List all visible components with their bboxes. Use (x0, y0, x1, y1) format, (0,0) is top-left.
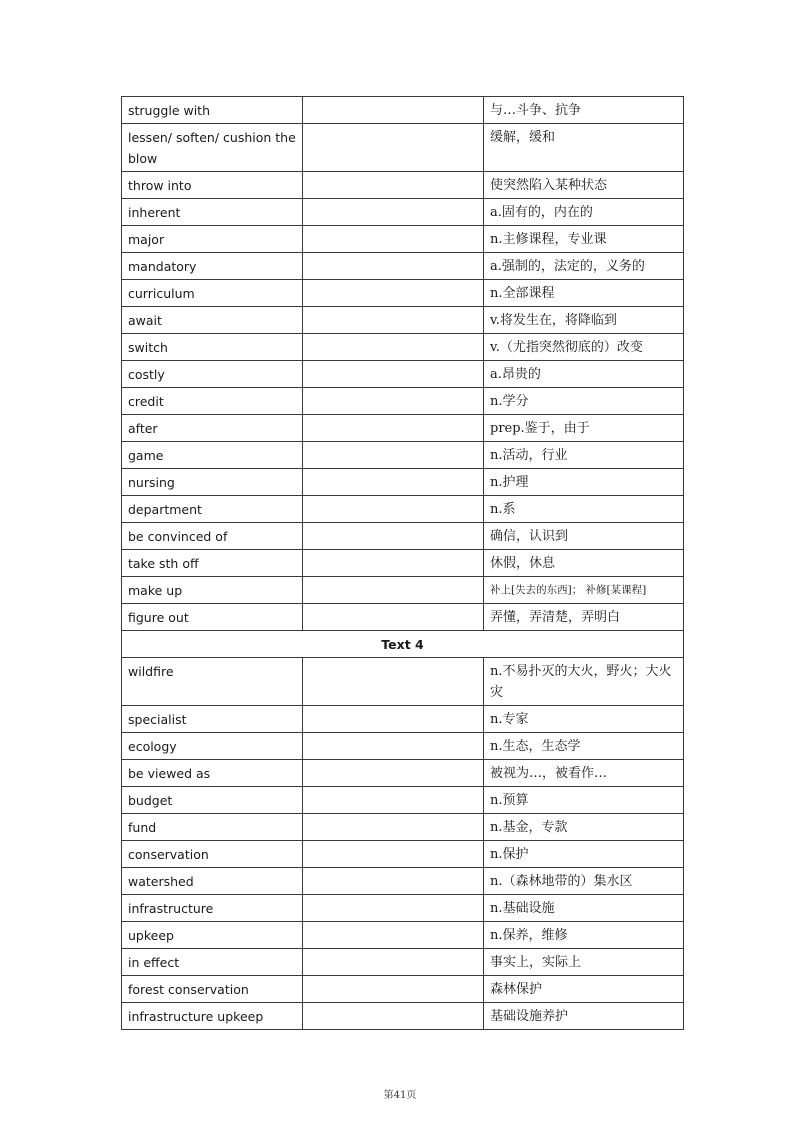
blank-cell (303, 469, 484, 496)
definition-cell: v.（尤指突然彻底的）改变 (484, 334, 684, 361)
blank-cell (303, 760, 484, 787)
term-cell: credit (122, 388, 303, 415)
section-heading: Text 4 (122, 631, 684, 658)
term-cell: watershed (122, 868, 303, 895)
table-row (122, 361, 684, 388)
table-row (122, 550, 684, 577)
table-row (122, 415, 684, 442)
table-row (122, 949, 684, 976)
definition-cell: n.基础设施 (484, 895, 684, 922)
definition-cell: 使突然陷入某种状态 (484, 172, 684, 199)
term-cell: curriculum (122, 280, 303, 307)
term-cell: take sth off (122, 550, 303, 577)
definition-cell: 与…斗争、抗争 (484, 97, 684, 124)
blank-cell (303, 733, 484, 760)
term-cell: lessen/ soften/ cushion the blow (122, 124, 303, 172)
table-row (122, 922, 684, 949)
term-cell: make up (122, 577, 303, 604)
blank-cell (303, 1003, 484, 1030)
blank-cell (303, 922, 484, 949)
definition-cell: 弄懂，弄清楚，弄明白 (484, 604, 684, 631)
table-row (122, 97, 684, 124)
term-cell: nursing (122, 469, 303, 496)
table-row (122, 172, 684, 199)
table-row (122, 814, 684, 841)
term-cell: switch (122, 334, 303, 361)
table-row (122, 895, 684, 922)
blank-cell (303, 124, 484, 172)
table-row (122, 307, 684, 334)
blank-cell (303, 604, 484, 631)
table-row (122, 334, 684, 361)
table-row (122, 388, 684, 415)
term-cell: game (122, 442, 303, 469)
term-cell: struggle with (122, 97, 303, 124)
blank-cell (303, 496, 484, 523)
blank-cell (303, 550, 484, 577)
table-row (122, 841, 684, 868)
page-number: 第41页 (383, 1090, 417, 1101)
term-cell: infrastructure (122, 895, 303, 922)
term-cell: forest conservation (122, 976, 303, 1003)
blank-cell (303, 976, 484, 1003)
definition-cell: n.预算 (484, 787, 684, 814)
blank-cell (303, 577, 484, 604)
term-cell: in effect (122, 949, 303, 976)
blank-cell (303, 895, 484, 922)
blank-cell (303, 442, 484, 469)
definition-cell: n.（森林地带的）集水区 (484, 868, 684, 895)
term-cell: major (122, 226, 303, 253)
definition-cell: 被视为…，被看作… (484, 760, 684, 787)
vocabulary-table (121, 96, 684, 1030)
table-row (122, 760, 684, 787)
term-cell: await (122, 307, 303, 334)
definition-cell: n.专家 (484, 706, 684, 733)
definition-cell: 休假，休息 (484, 550, 684, 577)
vocabulary-table-body (122, 97, 684, 1030)
blank-cell (303, 97, 484, 124)
term-cell: mandatory (122, 253, 303, 280)
table-row (122, 604, 684, 631)
blank-cell (303, 949, 484, 976)
term-cell: inherent (122, 199, 303, 226)
blank-cell (303, 199, 484, 226)
term-cell: be convinced of (122, 523, 303, 550)
definition-cell: n.活动，行业 (484, 442, 684, 469)
blank-cell (303, 226, 484, 253)
term-cell: throw into (122, 172, 303, 199)
table-row (122, 124, 684, 172)
definition-cell: n.学分 (484, 388, 684, 415)
definition-cell: 事实上，实际上 (484, 949, 684, 976)
definition-cell: v.将发生在，将降临到 (484, 307, 684, 334)
term-cell: wildfire (122, 658, 303, 706)
blank-cell (303, 388, 484, 415)
term-cell: department (122, 496, 303, 523)
table-row (122, 1003, 684, 1030)
term-cell: figure out (122, 604, 303, 631)
term-cell: fund (122, 814, 303, 841)
term-cell: ecology (122, 733, 303, 760)
term-cell: infrastructure upkeep (122, 1003, 303, 1030)
definition-cell: 森林保护 (484, 976, 684, 1003)
definition-cell: prep.鉴于，由于 (484, 415, 684, 442)
table-row (122, 523, 684, 550)
term-cell: conservation (122, 841, 303, 868)
definition-cell: 补上[失去的东西]； 补修[某课程] (484, 577, 684, 604)
definition-cell: n.保养，维修 (484, 922, 684, 949)
term-cell: costly (122, 361, 303, 388)
section-heading-row (122, 631, 684, 658)
table-row (122, 733, 684, 760)
blank-cell (303, 658, 484, 706)
table-row (122, 199, 684, 226)
table-row (122, 253, 684, 280)
blank-cell (303, 415, 484, 442)
table-row (122, 976, 684, 1003)
blank-cell (303, 361, 484, 388)
term-cell: be viewed as (122, 760, 303, 787)
definition-cell: a.固有的，内在的 (484, 199, 684, 226)
blank-cell (303, 307, 484, 334)
blank-cell (303, 706, 484, 733)
table-row (122, 442, 684, 469)
definition-cell: n.系 (484, 496, 684, 523)
table-row (122, 226, 684, 253)
definition-cell: n.主修课程，专业课 (484, 226, 684, 253)
table-row (122, 658, 684, 706)
term-cell: after (122, 415, 303, 442)
term-cell: budget (122, 787, 303, 814)
blank-cell (303, 523, 484, 550)
definition-cell: n.护理 (484, 469, 684, 496)
blank-cell (303, 280, 484, 307)
definition-cell: n.全部课程 (484, 280, 684, 307)
definition-cell: a.强制的，法定的，义务的 (484, 253, 684, 280)
term-cell: specialist (122, 706, 303, 733)
definition-cell: a.昂贵的 (484, 361, 684, 388)
blank-cell (303, 253, 484, 280)
definition-cell: n.基金，专款 (484, 814, 684, 841)
definition-cell: n.生态，生态学 (484, 733, 684, 760)
definition-cell: n.不易扑灭的大火，野火；大火灾 (484, 658, 684, 706)
blank-cell (303, 841, 484, 868)
table-row (122, 280, 684, 307)
blank-cell (303, 787, 484, 814)
blank-cell (303, 814, 484, 841)
table-row (122, 706, 684, 733)
definition-cell: 确信，认识到 (484, 523, 684, 550)
blank-cell (303, 868, 484, 895)
definition-cell: 基础设施养护 (484, 1003, 684, 1030)
table-row (122, 496, 684, 523)
term-cell: upkeep (122, 922, 303, 949)
table-row (122, 787, 684, 814)
definition-cell: 缓解，缓和 (484, 124, 684, 172)
table-row (122, 469, 684, 496)
table-row (122, 868, 684, 895)
definition-cell: n.保护 (484, 841, 684, 868)
blank-cell (303, 172, 484, 199)
table-row (122, 577, 684, 604)
blank-cell (303, 334, 484, 361)
